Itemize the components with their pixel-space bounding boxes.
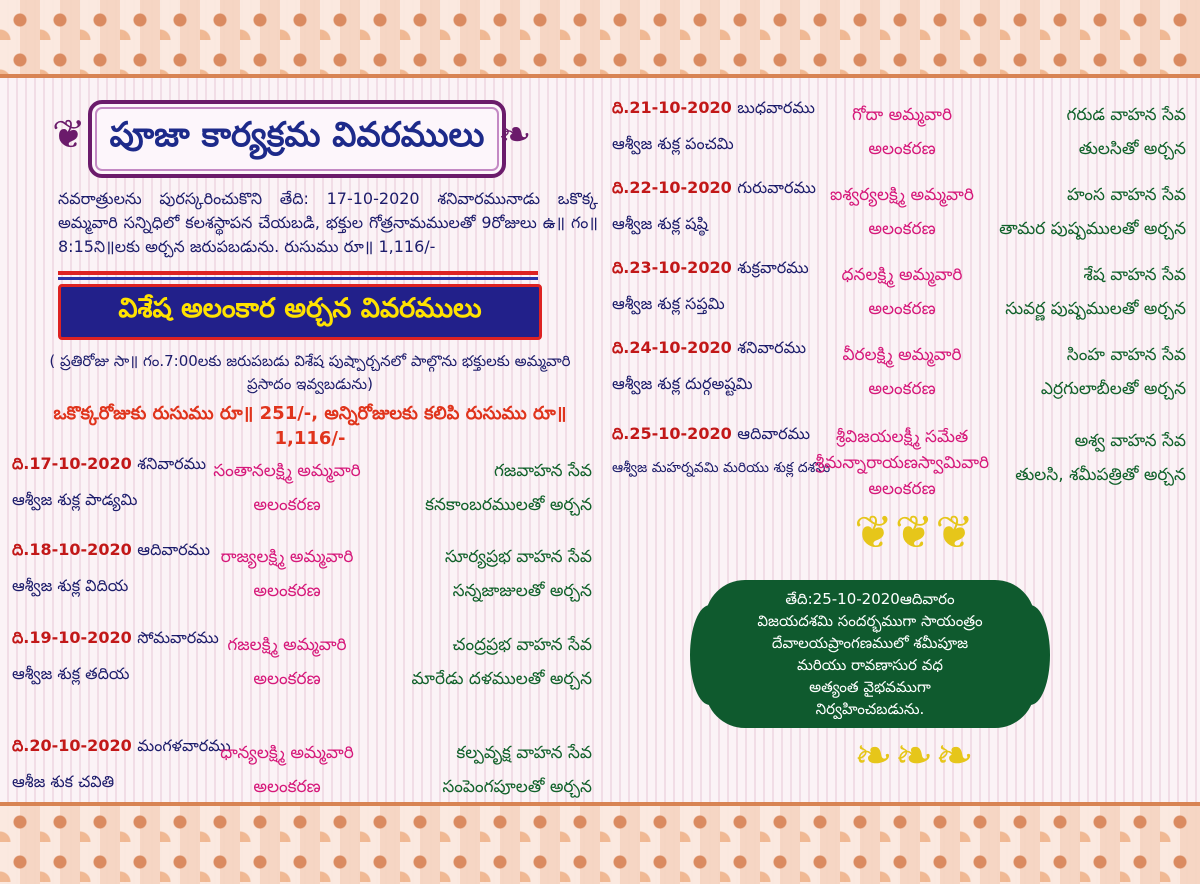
day-seva: సింహ వాహన సేవ ఎర్రగులాబీలతో అర్చన bbox=[1040, 345, 1186, 399]
subtitle: విశేష అలంకార అర్చన వివరములు bbox=[118, 293, 482, 324]
day-entry bbox=[612, 98, 1190, 168]
note-text: ( ప్రతిరోజు సా॥ గం.7:00లకు జరుపబడు విశేష పుష్పార్చనలో పాల్గొను భక్తులకు అమ్మవారి ప్రసాదం ఇవ్వబడును) bbox=[49, 352, 571, 393]
flourish-right-icon: ❧ bbox=[498, 112, 532, 158]
day-seva: హంస వాహన సేవ తామర పుష్పములతో అర్చన bbox=[999, 185, 1186, 239]
day-seva: కల్పవృక్ష వాహన సేవ సంపెంగపూలతో అర్చన bbox=[442, 743, 592, 797]
day-date: ది.22-10-2020 గురువారము bbox=[612, 178, 816, 197]
day-date: ది.21-10-2020 బుధవారము bbox=[612, 98, 815, 117]
day-tithi: ఆశ్వీజ శుక్ల షష్ఠి bbox=[612, 214, 708, 233]
divider-red bbox=[58, 271, 538, 275]
closing-line: దేవాలయప్రాంగణములో శమీపూజ bbox=[771, 634, 969, 652]
day-tithi: ఆశ్వీజ శుక్ల పాడ్యమి bbox=[12, 490, 138, 509]
closing-line: విజయదశమి సందర్భముగా సాయంత్రం bbox=[757, 612, 983, 630]
closing-line: మరియు రావణాసుర వధ bbox=[797, 656, 943, 674]
intro-paragraph: నవరాత్రులను పురస్కరించుకొని తేది: 17-10-2020 శనివారమునాడు ఒకొక్క అమ్మవారి సన్నిధిలో కలశస్థాపన చేయబడి, భక్తుల గోత్రనామములతో 9రోజులు ఉ॥ గం॥8:15ని॥లకు అర్చన జరుపబడును. రుసుము రూ॥ 1,116/- bbox=[58, 189, 598, 256]
title-banner bbox=[88, 100, 506, 178]
day-tithi: ఆశ్వీజ మహర్నవమి మరియు శుక్ల దశమి bbox=[612, 460, 831, 476]
day-date: ది.25-10-2020 ఆదివారము bbox=[612, 424, 811, 443]
closing-plaque bbox=[705, 580, 1035, 728]
day-entry bbox=[12, 736, 590, 806]
fee-line: ఒకొక్కరోజుకు రుసుము రూ॥ 251/-, అన్నిరోజులకు కలిపి రుసుము రూ॥ 1,116/- bbox=[53, 403, 567, 449]
day-entry bbox=[612, 338, 1190, 408]
page-title: పూజా కార్యక్రమ వివరములు bbox=[109, 115, 485, 155]
ornament-bottom-icon: ❧❧❧ bbox=[854, 728, 976, 782]
day-entry bbox=[12, 540, 590, 610]
day-tithi: ఆశీజ శుక చవితి bbox=[12, 772, 115, 791]
day-deity: రాజ్యలక్ష్మి అమ్మవారి అలంకరణ bbox=[220, 547, 354, 601]
day-deity: ధాన్యలక్ష్మి అమ్మవారి అలంకరణ bbox=[220, 743, 354, 797]
divider-blue bbox=[58, 277, 538, 280]
day-seva: అశ్వ వాహన సేవ తులసి, శమీపత్రితో అర్చన bbox=[1015, 431, 1186, 485]
day-entry bbox=[12, 454, 590, 524]
day-date: ది.19-10-2020 సోమవారము bbox=[12, 628, 219, 647]
closing-line: తేది:25-10-2020ఆదివారం bbox=[785, 590, 955, 608]
day-deity: ధనలక్ష్మి అమ్మవారి అలంకరణ bbox=[841, 265, 963, 319]
day-date: ది.20-10-2020 మంగళవారము bbox=[12, 736, 231, 755]
ornament-top-icon: ❦❦❦ bbox=[854, 505, 976, 559]
day-seva: సూర్యప్రభ వాహన సేవ సన్నజాజులతో అర్చన bbox=[444, 547, 592, 601]
day-date: ది.24-10-2020 శనివారము bbox=[612, 338, 807, 357]
day-entry bbox=[612, 424, 1190, 504]
day-date: ది.23-10-2020 శుక్రవారము bbox=[612, 258, 809, 277]
day-deity: శ్రీవిజయలక్ష్మీ సమేత శ్రీమన్నారాయణస్వామివారి అలంకరణ bbox=[814, 427, 990, 499]
day-date: ది.18-10-2020 ఆదివారము bbox=[12, 540, 211, 559]
subtitle-banner bbox=[58, 284, 542, 340]
day-date: ది.17-10-2020 శనివారము bbox=[12, 454, 207, 473]
flourish-left-icon: ❦ bbox=[52, 112, 86, 158]
closing-line: అత్యంత వైభవముగా bbox=[809, 678, 931, 696]
day-deity: వీరలక్ష్మి అమ్మవారి అలంకరణ bbox=[842, 345, 962, 399]
day-entry bbox=[612, 258, 1190, 328]
day-deity: గజలక్ష్మి అమ్మవారి అలంకరణ bbox=[227, 635, 347, 689]
day-tithi: ఆశ్వీజ శుక్ల సప్తమి bbox=[612, 294, 725, 313]
day-seva: చంద్రప్రభ వాహన సేవ మారేడు దళములతో అర్చన bbox=[411, 635, 592, 689]
bottom-decorative-border bbox=[0, 802, 1200, 884]
day-deity: గోదా అమ్మవారి అలంకరణ bbox=[851, 105, 953, 159]
day-entry bbox=[612, 178, 1190, 248]
day-seva: గరుడ వాహన సేవ తులసితో అర్చన bbox=[1066, 105, 1186, 159]
day-seva: శేష వాహన సేవ సువర్ణ పుష్పములతో అర్చన bbox=[1005, 265, 1186, 319]
day-tithi: ఆశ్వీజ శుక్ల దుర్గఅష్టమి bbox=[612, 374, 753, 393]
day-tithi: ఆశ్వీజ శుక్ల విదియ bbox=[12, 576, 129, 595]
top-decorative-border bbox=[0, 0, 1200, 78]
day-entry bbox=[12, 628, 590, 698]
day-deity: ఐశ్వర్యలక్ష్మి అమ్మవారి అలంకరణ bbox=[830, 185, 974, 239]
day-seva: గజవాహన సేవ కనకాంబరములతో అర్చన bbox=[425, 461, 592, 515]
closing-line: నిర్వహించబడును. bbox=[815, 700, 925, 718]
day-deity: సంతానలక్ష్మి అమ్మవారి అలంకరణ bbox=[213, 461, 361, 515]
day-tithi: ఆశ్వీజ శుక్ల పంచమి bbox=[612, 134, 734, 153]
day-tithi: ఆశ్వీజ శుక్ల తదియ bbox=[12, 664, 130, 683]
